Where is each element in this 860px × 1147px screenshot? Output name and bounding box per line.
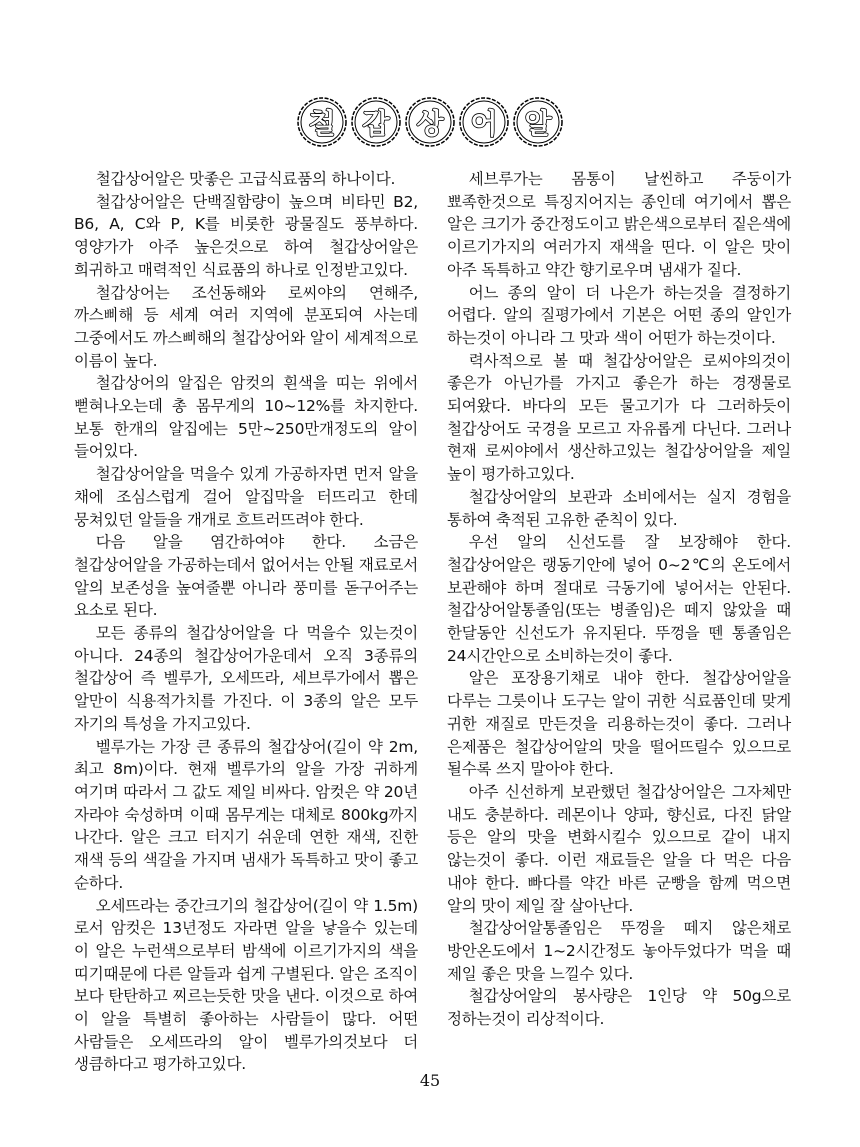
title-char	[404, 96, 456, 148]
paragraph: 철갑상어는 조선동해와 로씨야의 연해주, 까스삐해 등 세계 여러 지역에 분포되여 사는데 그중에서도 까스삐해의 철갑상어와 알이 세계적으로 이름이 높다.	[74, 283, 418, 370]
title-char-text: 상	[416, 107, 444, 140]
paragraph: 모든 종류의 철갑상어알을 다 먹을수 있는것이 아니다. 24종의 철갑상어가운데서 오직 3종류의 철갑상어 즉 벨루가, 오세뜨라, 세브루가에서 뽑은 알만이 식용적가치를 가진다. 이 3종의 알은 모두 자기의 특성을 가지고있다.	[74, 624, 418, 733]
paragraph: 다음 알을 염간하여야 한다. 소금은 철갑상어알을 가공하는데서 없어서는 안될 재료로서 알의 보존성을 높여줄뿐 아니라 풍미를 돋구어주는 요소로 된다.	[74, 533, 418, 620]
paragraph: 철갑상어알을 먹을수 있게 가공하자면 먼저 알을 채에 조심스럽게 걸어 알집막을 터뜨리고 한데 뭉쳐있던 알들을 개개로 흐트러뜨려야 한다.	[74, 465, 418, 529]
paragraph: 철갑상어알은 맛좋은 고급식료품의 하나이다.	[95, 170, 396, 188]
paragraph: 어느 종의 알이 더 나은가 하는것을 결정하기 어렵다. 알의 질평가에서 기본은 어떤 종의 알인가 하는것이 아니라 그 맛과 색이 어떤가 하는것이다.	[447, 283, 791, 347]
left-column	[74, 168, 418, 1076]
title-char	[512, 96, 564, 148]
title-char-text: 어	[470, 107, 498, 140]
title-char	[350, 96, 402, 148]
paragraph: 철갑상어알은 단백질함량이 높으며 비타민 B2, B6, A, C와 P, K를 비롯한 광물질도 풍부하다. 영양가가 아주 높은것으로 하여 철갑상어알은 희귀하고 매력적인 식료품의 하나로 인정받고있다.	[74, 192, 418, 279]
title-char-text: 알	[524, 107, 552, 140]
page-number: 45	[419, 1071, 441, 1090]
title-char	[296, 96, 348, 148]
title-char-text: 철	[308, 107, 336, 140]
title-char	[458, 96, 510, 148]
paragraph: 철갑상어알통졸임은 뚜껑을 떼지 않은채로 방안온도에서 1~2시간정도 놓아두었다가 먹을 때 제일 좋은 맛을 느낄수 있다.	[447, 919, 791, 983]
paragraph: 력사적으로 볼 때 철갑상어알은 로씨야의것이 좋은가 아닌가를 가지고 좋은가 하는 경쟁물로 되여왔다. 바다의 모든 물고기가 다 그러하듯이 철갑상어도 국경을 모르고 자유롭게 다닌다. 그러나 현재 로씨야에서 생산하고있는 철갑상어알을 제일 높이 평가하고있다.	[447, 351, 791, 484]
paragraph: 철갑상어알의 봉사량은 1인당 약 50g으로 정하는것이 리상적이다.	[447, 987, 791, 1029]
right-column	[447, 168, 791, 1031]
paragraph: 아주 신선하게 보관했던 철갑상어알은 그자체만 내도 충분하다. 레몬이나 양파, 향신료, 다진 닭알 등은 알의 맛을 변화시킬수 있으므로 같이 내지 않는것이 좋다. 이런 재료들은 알을 다 먹은 다음 내야 한다. 빠다를 약간 바른 군빵을 함께 먹으면 알의 맛이 제일 잘 살아난다.	[447, 782, 791, 915]
title-char-text: 갑	[362, 107, 390, 140]
paragraph: 세브루가는 몸통이 날씬하고 주둥이가 뾰족한것으로 특징지어지는 종인데 여기에서 뽑은 알은 크기가 중간정도이고 밝은색으로부터 짙은색에 이르기가지의 여러가지 재색을 띤다. 이 알은 맛이 아주 독특하고 약간 향기로우며 냄새가 짙다.	[447, 170, 791, 279]
page-title	[0, 96, 860, 156]
paragraph: 오세뜨라는 중간크기의 철갑상어(길이 약 1.5m)로서 암컷은 13년정도 자라면 알을 낳을수 있는데 이 알은 누런색으로부터 밤색에 이르기가지의 색을 띠기때문에 다른 알들과 쉽게 구별된다. 알은 조직이 보다 탄탄하고 찌르는듯한 맛을 낸다. 이것으로 하여 이 알을 특별히 좋아하는 사람들이 많다. 어떤 사람들은 오세뜨라의 알이 벨루가의것보다 더 생큼하다고 평가하고있다.	[74, 896, 418, 1074]
paragraph: 철갑상어알의 보관과 소비에서는 실지 경험을 통하여 축적된 고유한 준칙이 있다.	[447, 487, 791, 529]
paragraph: 벨루가는 가장 큰 종류의 철갑상어(길이 약 2m, 최고 8m)이다. 현재 벨루가의 알을 가장 귀하게 여기며 따라서 그 값도 제일 비싸다. 암컷은 약 20년 자라야 숙성하며 이때 몸무게는 대체로 800kg까지 나간다. 알은 크고 터지기 쉬운데 연한 재색, 진한 재색 등의 색갈을 가지며 냄새가 독특하고 맛이 좋고 순하다.	[74, 737, 418, 892]
paragraph: 철갑상어의 알집은 암컷의 흰색을 띠는 위에서 뻗혀나오는데 총 몸무게의 10~12%를 차지한다. 보통 한개의 알집에는 5만~250만개정도의 알이 들어있다.	[74, 374, 418, 461]
paragraph: 우선 알의 신선도를 잘 보장해야 한다. 철갑상어알은 랭동기안에 넣어 0~2℃의 온도에서 보관해야 하며 절대로 극동기에 넣어서는 안된다. 철갑상어알통졸임(또는 병졸임)은 떼지 않았을 때 한달동안 신선도가 유지된다. 뚜껑을 뗀 통졸임은 24시간안으로 소비하는것이 좋다.	[447, 533, 791, 665]
paragraph: 알은 포장용기채로 내야 한다. 철갑상어알을 다루는 그릇이나 도구는 알이 귀한 식료품인데 맞게 귀한 재질로 만든것을 리용하는것이 좋다. 그러나 은제품은 철갑상어알의 맛을 떨어뜨릴수 있으므로 될수록 쓰지 말아야 한다.	[447, 669, 791, 779]
